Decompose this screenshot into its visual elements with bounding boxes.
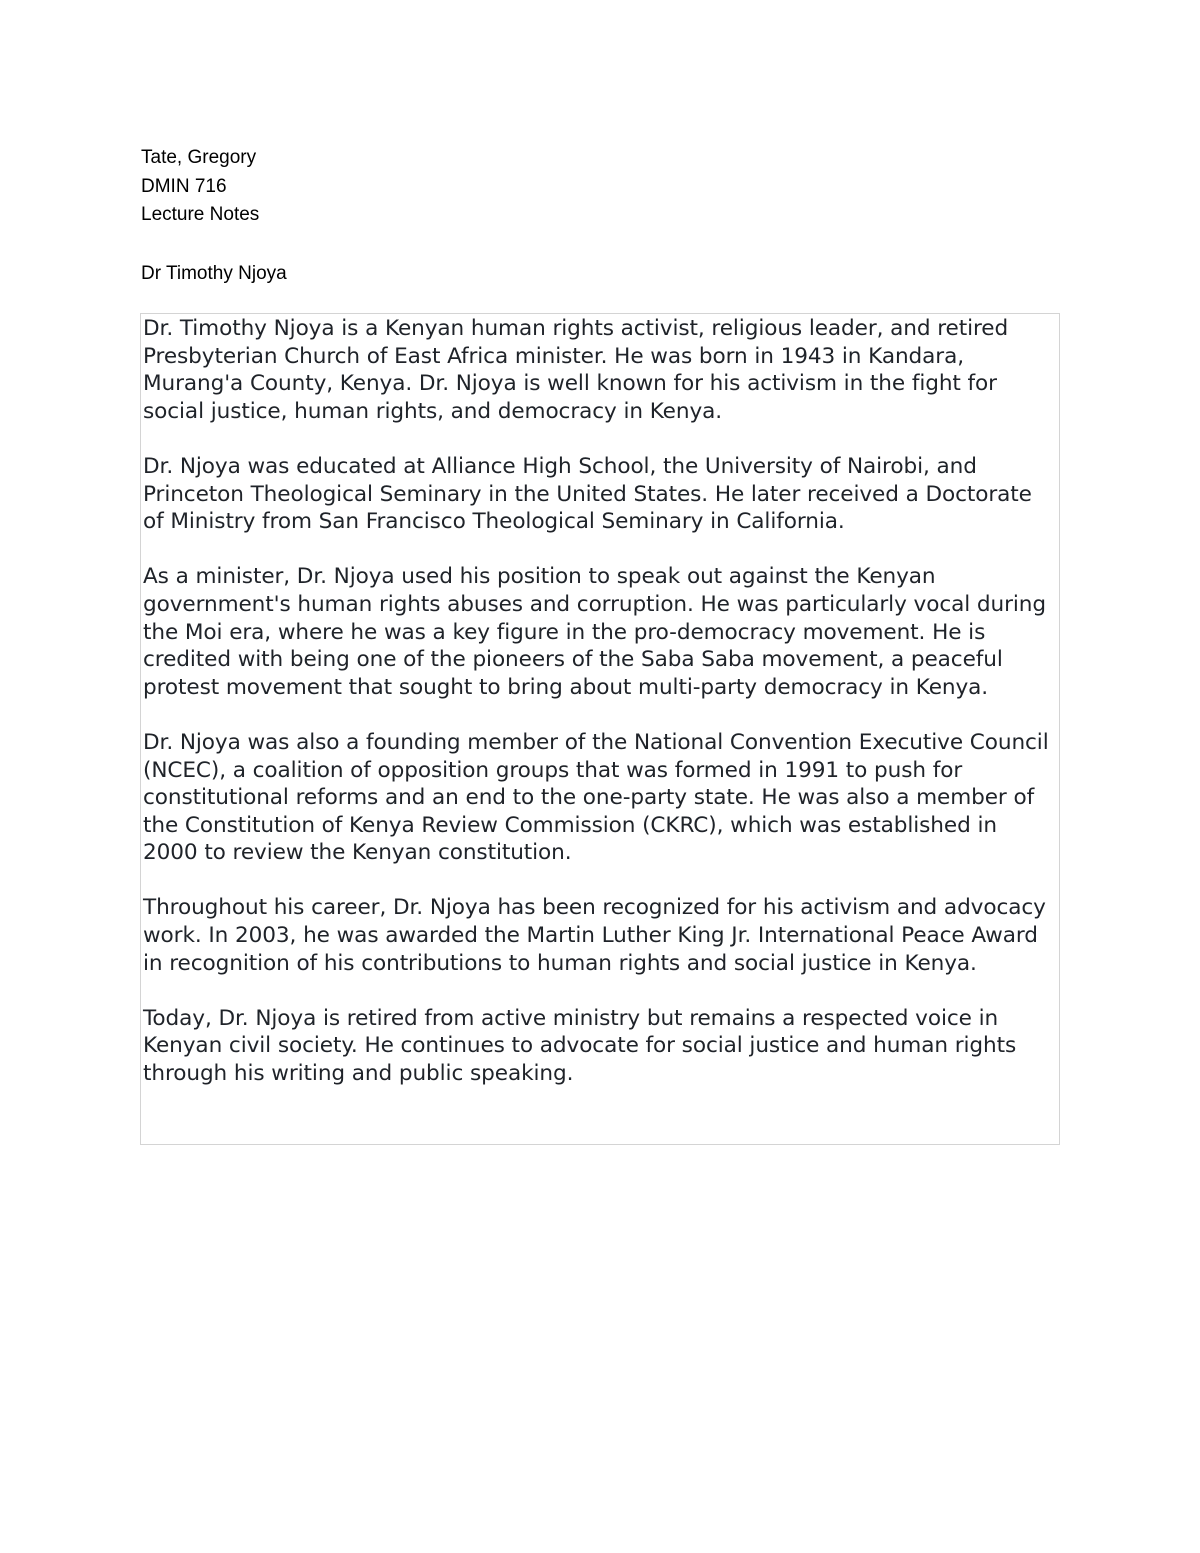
document-subject: Dr Timothy Njoya [141,262,287,284]
paragraph-ministry: As a minister, Dr. Njoya used his position to speak out against the Kenyan government's human rights abuses and corruption. He was particularly vocal during the Moi era, where he was a key figure in the pro-democracy movement. He is credited with being one of the pioneers of the Saba Saba movement, a peaceful protest movement that sought to bring about multi-party democracy in Kenya. [143,564,1046,700]
paragraph-intro: Dr. Timothy Njoya is a Kenyan human rights activist, religious leader, and retired Presbyterian Church of East Africa minister. He was born in 1943 in Kandara, Murang'a County, Kenya. Dr. Njoya is well known for his activism in the fight for social justice, human rights, and democracy in Kenya. [143,316,1009,424]
paragraph-ncec: Dr. Njoya was also a founding member of the National Convention Executive Council (NCEC), a coalition of opposition groups that was formed in 1991 to push for constitutional reforms and an end to the one-party state. He was also a member of the Constitution of Kenya Review Commission (CKRC), which was established in 2000 to review the Kenyan constitution. [143,729,1049,866]
document-header [141,144,287,288]
document-type: Lecture Notes [141,204,260,225]
course-code: DMIN 716 [141,175,227,197]
paragraph-today: Today, Dr. Njoya is retired from active ministry but remains a respected voice in Kenyan civil society. He continues to advocate for social justice and human rights through his writing and public speaking. [143,1005,1017,1087]
header-spacer [141,230,287,260]
text-content-box [140,313,1060,1145]
paragraph-education: Dr. Njoya was educated at Alliance High School, the University of Nairobi, and Princeton Theological Seminary in the United States. He later received a Doctorate of Ministry from San Francisco Theological Seminary in California. [143,453,1032,535]
author-name: Tate, Gregory [141,147,257,168]
paragraph-recognition: Throughout his career, Dr. Njoya has been recognized for his activism and advocacy work. In 2003, he was awarded the Martin Luther King Jr. International Peace Award in recognition of his contributions to human rights and social justice in Kenya. [143,895,1046,976]
